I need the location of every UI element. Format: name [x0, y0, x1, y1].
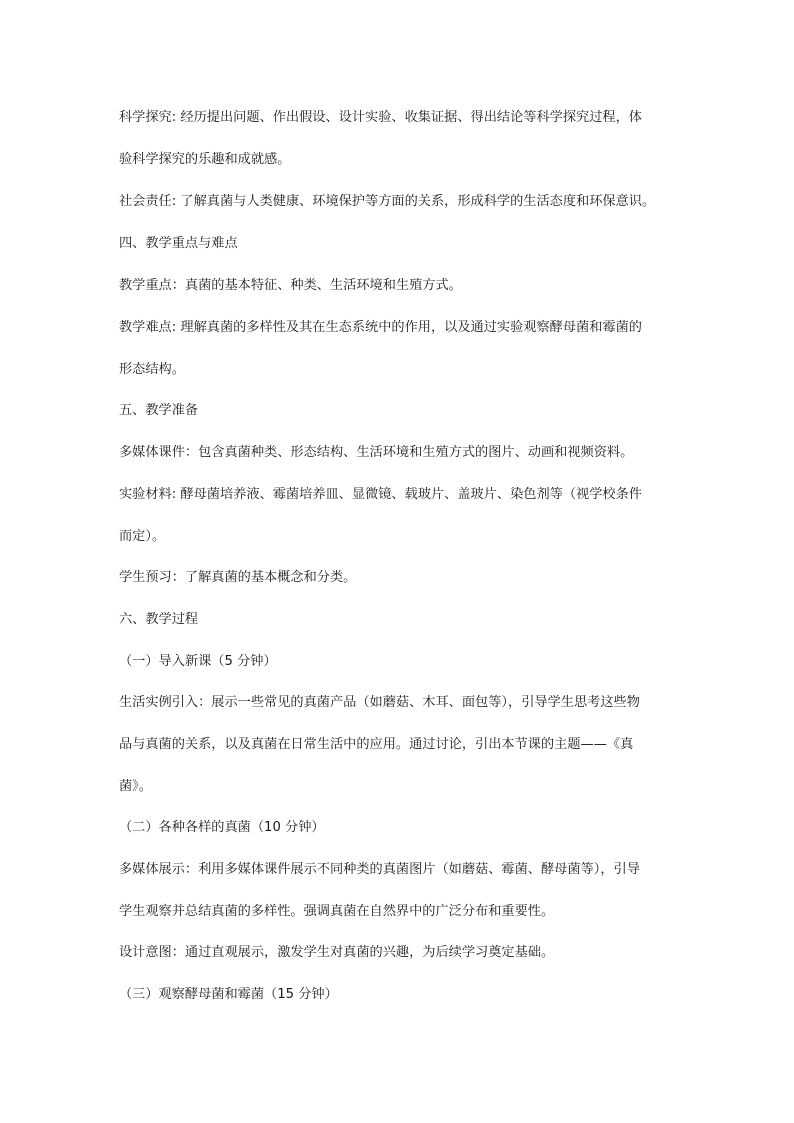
subheading-observe-yeast-mold: （三）观察酵母菌和霉菌（15 分钟）	[119, 987, 338, 1002]
paragraph-social-responsibility: 社会责任: 了解真菌与人类健康、环境保护等方面的关系，形成科学的生活态度和环保意识。	[119, 194, 656, 209]
paragraph-life-example-line-2: 品与真菌的关系，以及真菌在日常生活中的应用。通过讨论，引出本节课的主题——《真	[119, 737, 634, 752]
paragraph-teaching-focus: 教学重点：真菌的基本特征、种类、生活环境和生殖方式。	[119, 278, 462, 293]
subheading-intro-new-lesson: （一）导入新课（5 分钟）	[119, 654, 277, 669]
paragraph-student-preview: 学生预习：了解真菌的基本概念和分类。	[119, 570, 357, 585]
paragraph-teaching-difficulty-line-1: 教学难点: 理解真菌的多样性及其在生态系统中的作用，以及通过实验观察酵母菌和霉菌的	[119, 320, 642, 335]
paragraph-teaching-difficulty-line-2: 形态结构。	[119, 362, 185, 377]
section-heading-teaching-process: 六、教学过程	[119, 612, 199, 627]
paragraph-multimedia-display-line-1: 多媒体展示：利用多媒体课件展示不同种类的真菌图片（如蘑菇、霉菌、酵母菌等），引导	[119, 862, 640, 877]
paragraph-design-intent: 设计意图：通过直观展示，激发学生对真菌的兴趣，为后续学习奠定基础。	[119, 945, 555, 960]
paragraph-multimedia-courseware: 多媒体课件：包含真菌种类、形态结构、生活环境和生殖方式的图片、动画和视频资料。	[119, 445, 634, 460]
paragraph-science-inquiry-line-1: 科学探究: 经历提出问题、作出假设、设计实验、收集证据、得出结论等科学探究过程，体	[119, 110, 642, 125]
subheading-various-fungi: （二）各种各样的真菌（10 分钟）	[119, 820, 325, 835]
paragraph-multimedia-display-line-2: 学生观察并总结真菌的多样性。强调真菌在自然界中的广泛分布和重要性。	[119, 904, 555, 919]
paragraph-lab-materials-line-1: 实验材料: 酵母菌培养液、霉菌培养皿、显微镜、载玻片、盖玻片、染色剂等（视学校条件	[119, 487, 642, 502]
paragraph-life-example-line-3: 菌》。	[119, 779, 152, 794]
paragraph-science-inquiry-line-2: 验科学探究的乐趣和成就感。	[119, 152, 291, 167]
section-heading-key-points: 四、教学重点与难点	[119, 236, 238, 251]
paragraph-life-example-line-1: 生活实例引入：展示一些常见的真菌产品（如蘑菇、木耳、面包等），引导学生思考这些物	[119, 695, 640, 710]
paragraph-lab-materials-line-2: 而定）。	[119, 529, 166, 544]
section-heading-preparation: 五、教学准备	[119, 403, 199, 418]
